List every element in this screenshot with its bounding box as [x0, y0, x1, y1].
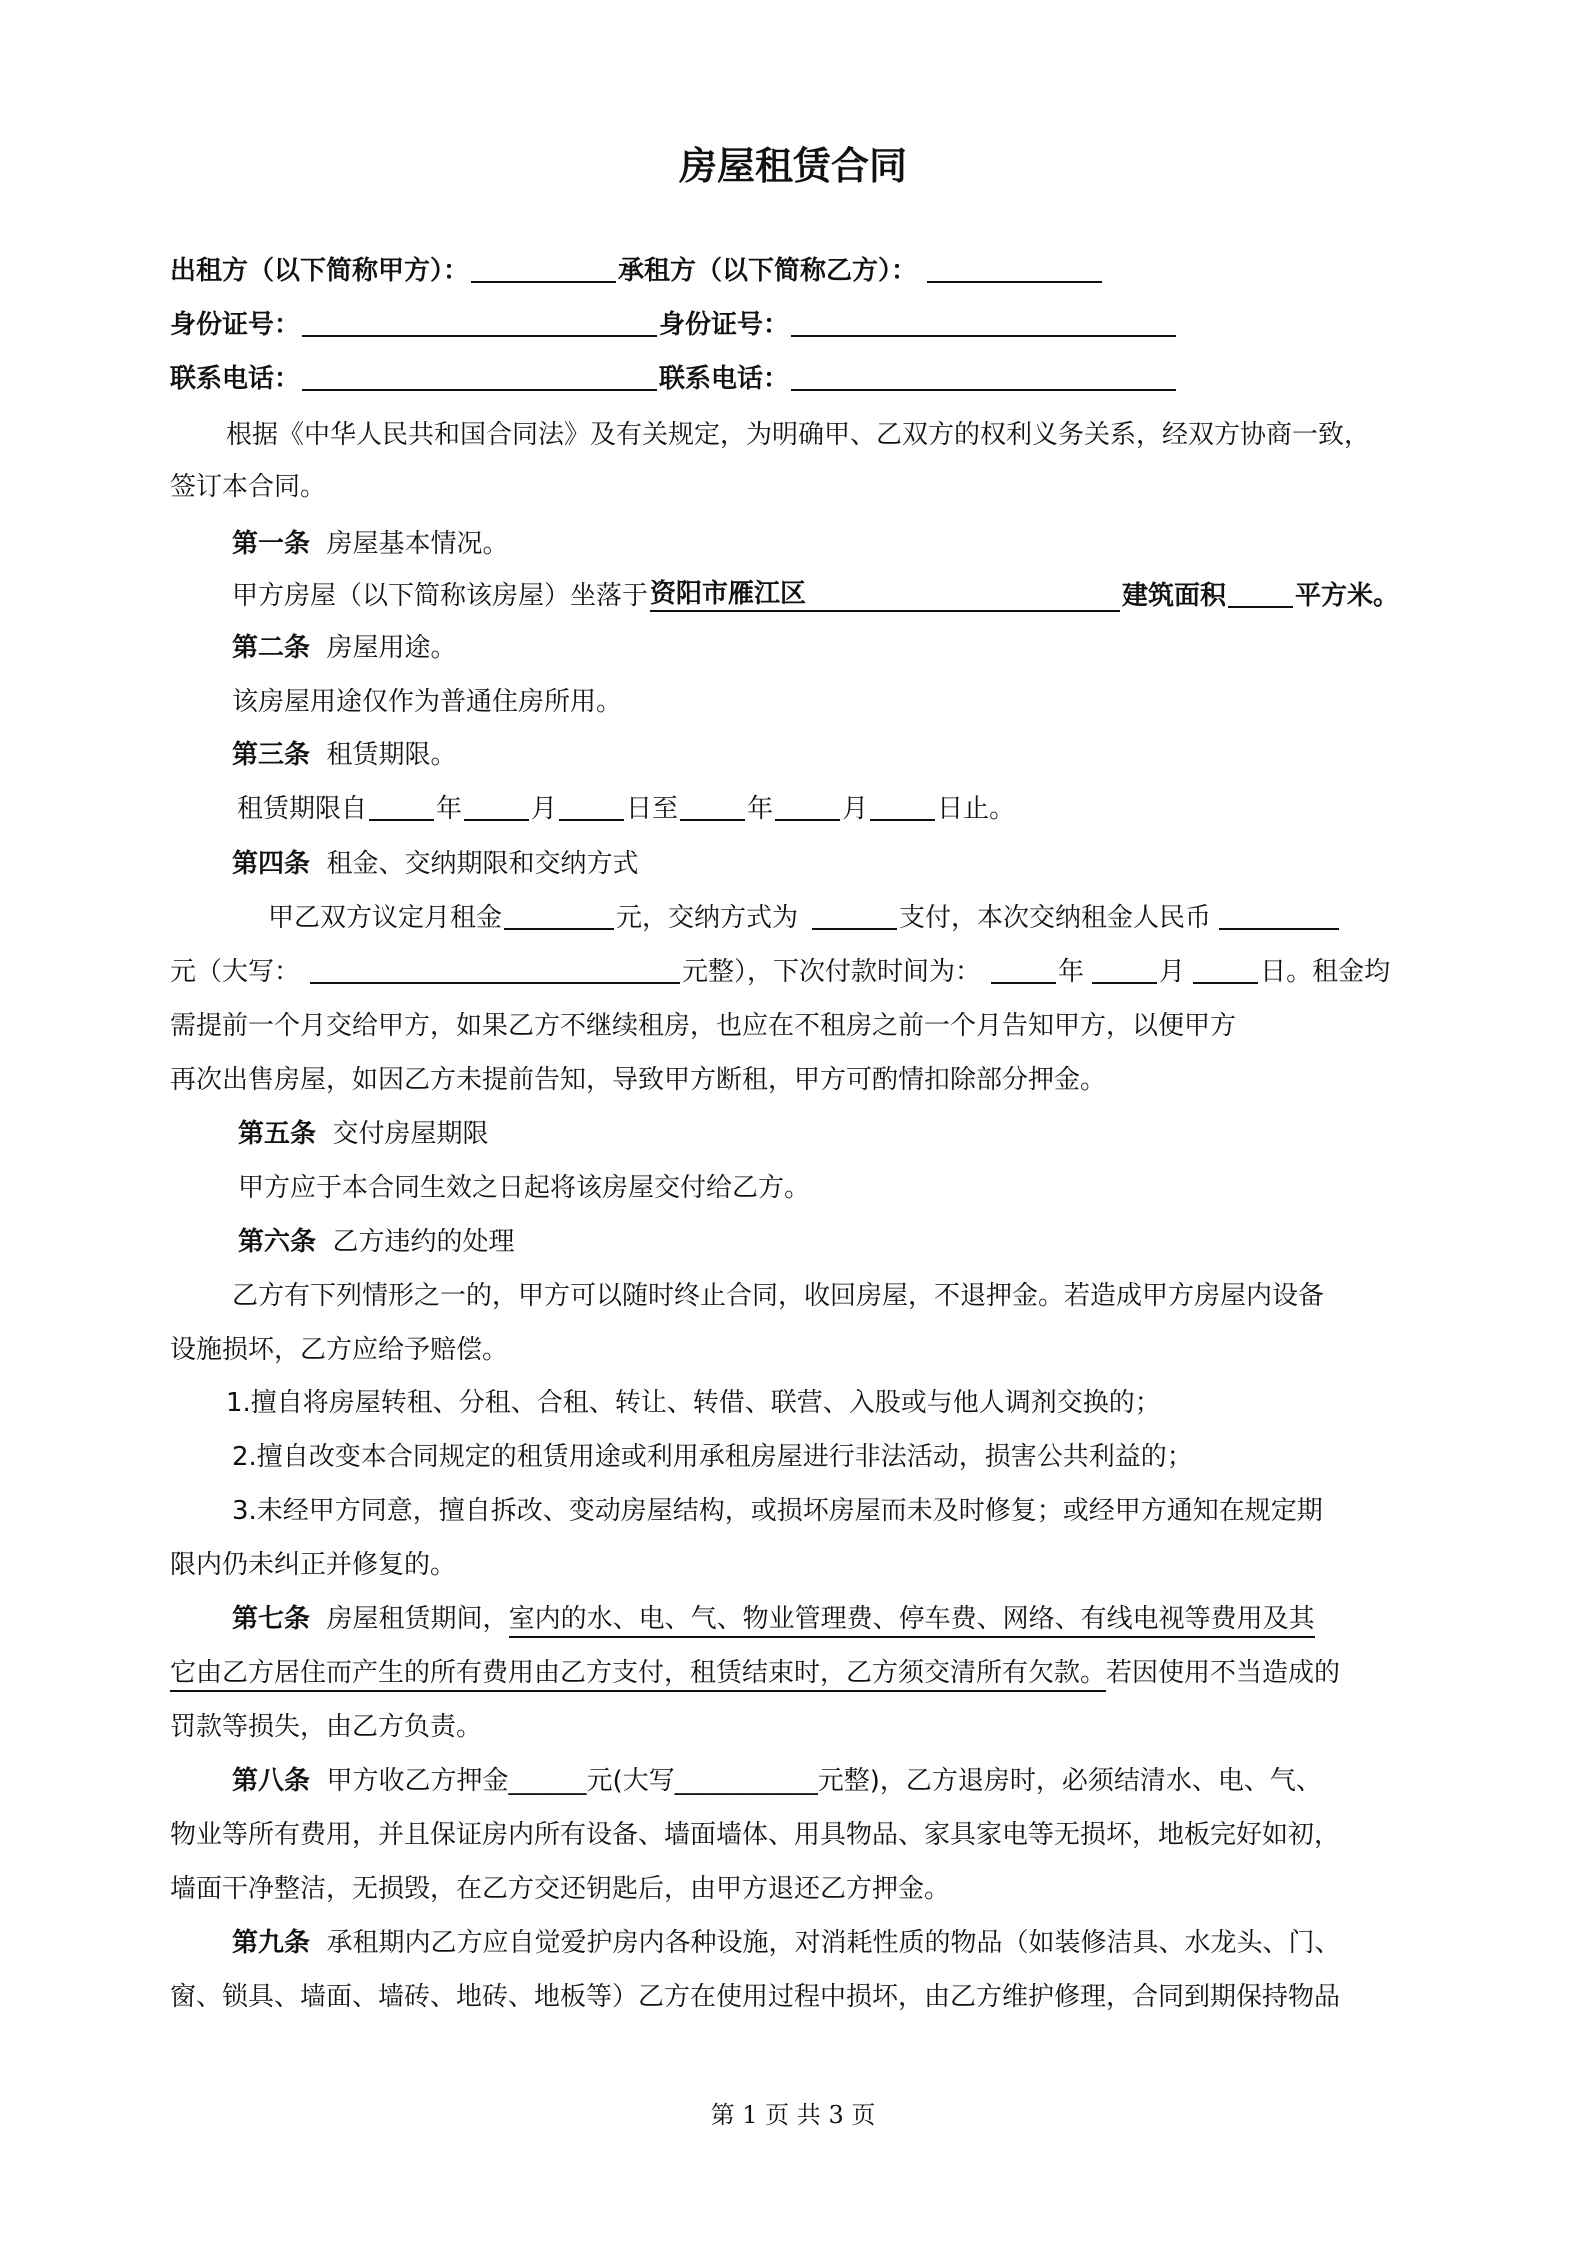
location-field[interactable]: 资阳市雁江区 — [650, 578, 1120, 612]
preamble-line-2: 签订本合同。 — [170, 472, 327, 502]
article-3-title: 租赁期限。 — [326, 740, 457, 770]
amount-words-label: 元（大写： — [170, 957, 301, 987]
lease-term-row — [237, 791, 1015, 827]
article-8-line-2: 物业等所有费用，并且保证房内所有设备、墙面墙体、用具物品、家具家电等无损坏，地板完好如初， — [170, 1820, 1341, 1850]
lessor-phone-label: 联系电话： — [170, 364, 301, 394]
end-month-unit: 月 — [842, 794, 869, 824]
article-1-heading — [232, 526, 509, 562]
monthly-rent-field[interactable] — [504, 900, 614, 930]
article-2-number: 第二条 — [232, 633, 311, 663]
payment-method-label: 元，交纳方式为 — [616, 903, 799, 933]
article-8-text-1: 甲方收乙方押金______元(大写___________元整)，乙方退房时，必须结清水、电、气、 — [326, 1766, 1322, 1796]
article-7-underlined-1: 室内的水、电、气、物业管理费、停车费、网络、有线电视等费用及其 — [509, 1604, 1315, 1638]
lease-term-label: 租赁期限自 — [237, 794, 368, 824]
article-6-item-1: 1.擅自将房屋转租、分租、合租、转让、转借、联营、入股或与他人调剂交换的； — [226, 1388, 1161, 1418]
rent-row-1 — [268, 900, 1341, 936]
lessor-id-label: 身份证号： — [170, 310, 301, 340]
article-8-line-1 — [232, 1763, 1322, 1799]
article-1-body — [232, 578, 1399, 614]
article-6-line-2: 设施损坏，乙方应给予赔偿。 — [170, 1335, 509, 1365]
lessor-id-field[interactable] — [302, 307, 657, 337]
start-day-to: 日至 — [626, 794, 679, 824]
area-label: 建筑面积 — [1122, 581, 1227, 611]
preamble-line-1: 根据《中华人民共和国合同法》及有关规定，为明确甲、乙双方的权利义务关系，经双方协商一致， — [226, 420, 1371, 450]
article-5-heading — [238, 1116, 489, 1152]
article-8-number: 第八条 — [232, 1766, 311, 1796]
article-6-line-1: 乙方有下列情形之一的，甲方可以随时终止合同，收回房屋，不退押金。若造成甲方房屋内设备 — [232, 1281, 1325, 1311]
article-8-line-3: 墙面干净整洁，无损毁，在乙方交还钥匙后，由甲方退还乙方押金。 — [170, 1874, 951, 1904]
start-day-field[interactable] — [559, 791, 624, 821]
payment-method-field[interactable] — [812, 900, 897, 930]
lessor-name-field[interactable] — [471, 253, 616, 283]
page-title: 房屋租赁合同 — [678, 144, 907, 188]
lessee-id-label: 身份证号： — [659, 310, 790, 340]
phone-row — [170, 361, 1178, 397]
article-4-title: 租金、交纳期限和交纳方式 — [326, 849, 639, 879]
lessor-label: 出租方（以下简称甲方）： — [170, 256, 470, 286]
article-7-text-a: 房屋租赁期间， — [326, 1604, 509, 1634]
rent-line-4: 再次出售房屋，如因乙方未提前告知，导致甲方断租，甲方可酌情扣除部分押金。 — [170, 1065, 1107, 1095]
article-9-text-1: 承租期内乙方应自觉爱护房内各种设施，对消耗性质的物品（如装修洁具、水龙头、门、 — [326, 1928, 1341, 1958]
article-9-number: 第九条 — [232, 1928, 311, 1958]
article-6-item-2: 2.擅自改变本合同规定的租赁用途或利用承租房屋进行非法活动，损害公共利益的； — [232, 1442, 1193, 1472]
start-year-unit: 年 — [436, 794, 463, 824]
lessee-phone-field[interactable] — [791, 361, 1176, 391]
area-field[interactable] — [1228, 578, 1293, 608]
article-1-number: 第一条 — [232, 529, 311, 559]
next-day-field[interactable] — [1193, 954, 1258, 984]
article-7-number: 第七条 — [232, 1604, 311, 1634]
next-month-unit: 月 — [1159, 957, 1186, 987]
article-9-line-2: 窗、锁具、墙面、墙砖、地砖、地板等）乙方在使用过程中损坏，由乙方维护修理，合同到期保持物品 — [170, 1982, 1341, 2012]
start-year-field[interactable] — [369, 791, 434, 821]
article-7-underlined-2: 它由乙方居住而产生的所有费用由乙方支付，租赁结束时，乙方须交清所有欠款。 — [170, 1658, 1106, 1692]
article-4-number: 第四条 — [232, 849, 311, 879]
next-month-field[interactable] — [1092, 954, 1157, 984]
rent-row-2 — [170, 954, 1390, 990]
end-day-field[interactable] — [870, 791, 935, 821]
id-row — [170, 307, 1178, 343]
article-6-heading — [238, 1224, 515, 1260]
amount-words-field[interactable] — [310, 954, 680, 984]
article-7-line-1 — [232, 1601, 1315, 1637]
area-unit: 平方米。 — [1295, 581, 1400, 611]
article-6-number: 第六条 — [238, 1227, 317, 1257]
article-7-text-b: 若因使用不当造成的 — [1106, 1658, 1341, 1688]
end-day-unit: 日止。 — [937, 794, 1016, 824]
lessee-phone-label: 联系电话： — [659, 364, 790, 394]
article-7-line-3: 罚款等损失，由乙方负责。 — [170, 1712, 483, 1742]
end-month-field[interactable] — [775, 791, 840, 821]
next-payment-label: 元整），下次付款时间为： — [682, 957, 982, 987]
article-2-title: 房屋用途。 — [326, 633, 457, 663]
lessee-name-field[interactable] — [927, 253, 1102, 283]
next-year-field[interactable] — [991, 954, 1056, 984]
current-payment-label: 支付，本次交纳租金人民币 — [899, 903, 1212, 933]
monthly-rent-label: 甲乙双方议定月租金 — [268, 903, 503, 933]
lessor-phone-field[interactable] — [302, 361, 657, 391]
article-5-title: 交付房屋期限 — [332, 1119, 489, 1149]
start-month-field[interactable] — [464, 791, 529, 821]
article-1-title: 房屋基本情况。 — [326, 529, 509, 559]
page-footer: 第 1 页 共 3 页 — [710, 2101, 876, 2129]
article-4-heading — [232, 846, 639, 882]
article-1-text: 甲方房屋（以下简称该房屋）坐落于 — [232, 581, 649, 611]
next-year-unit: 年 — [1058, 957, 1085, 987]
current-payment-field[interactable] — [1219, 900, 1339, 930]
lessor-row — [170, 253, 1104, 289]
article-2-heading — [232, 630, 457, 666]
article-7-line-2 — [170, 1655, 1340, 1691]
start-month-unit: 月 — [531, 794, 558, 824]
article-5-number: 第五条 — [238, 1119, 317, 1149]
end-year-field[interactable] — [680, 791, 745, 821]
rent-line-3: 需提前一个月交给甲方，如果乙方不继续租房，也应在不租房之前一个月告知甲方，以便甲方 — [170, 1011, 1237, 1041]
article-3-heading — [232, 737, 457, 773]
article-9-line-1 — [232, 1925, 1341, 1961]
lessee-id-field[interactable] — [791, 307, 1176, 337]
article-3-number: 第三条 — [232, 740, 311, 770]
article-6-item-3b: 限内仍未纠正并修复的。 — [170, 1550, 457, 1580]
article-6-title: 乙方违约的处理 — [332, 1227, 515, 1257]
article-2-body: 该房屋用途仅作为普通住房所用。 — [232, 687, 623, 717]
lessee-label: 承租方（以下简称乙方）： — [618, 256, 918, 286]
article-6-item-3a: 3.未经甲方同意，擅自拆改、变动房屋结构，或损坏房屋而未及时修复；或经甲方通知在规定期 — [232, 1496, 1323, 1526]
rent-row-2-end: 日。租金均 — [1260, 957, 1391, 987]
article-5-body: 甲方应于本合同生效之日起将该房屋交付给乙方。 — [238, 1173, 811, 1203]
end-year-unit: 年 — [747, 794, 774, 824]
